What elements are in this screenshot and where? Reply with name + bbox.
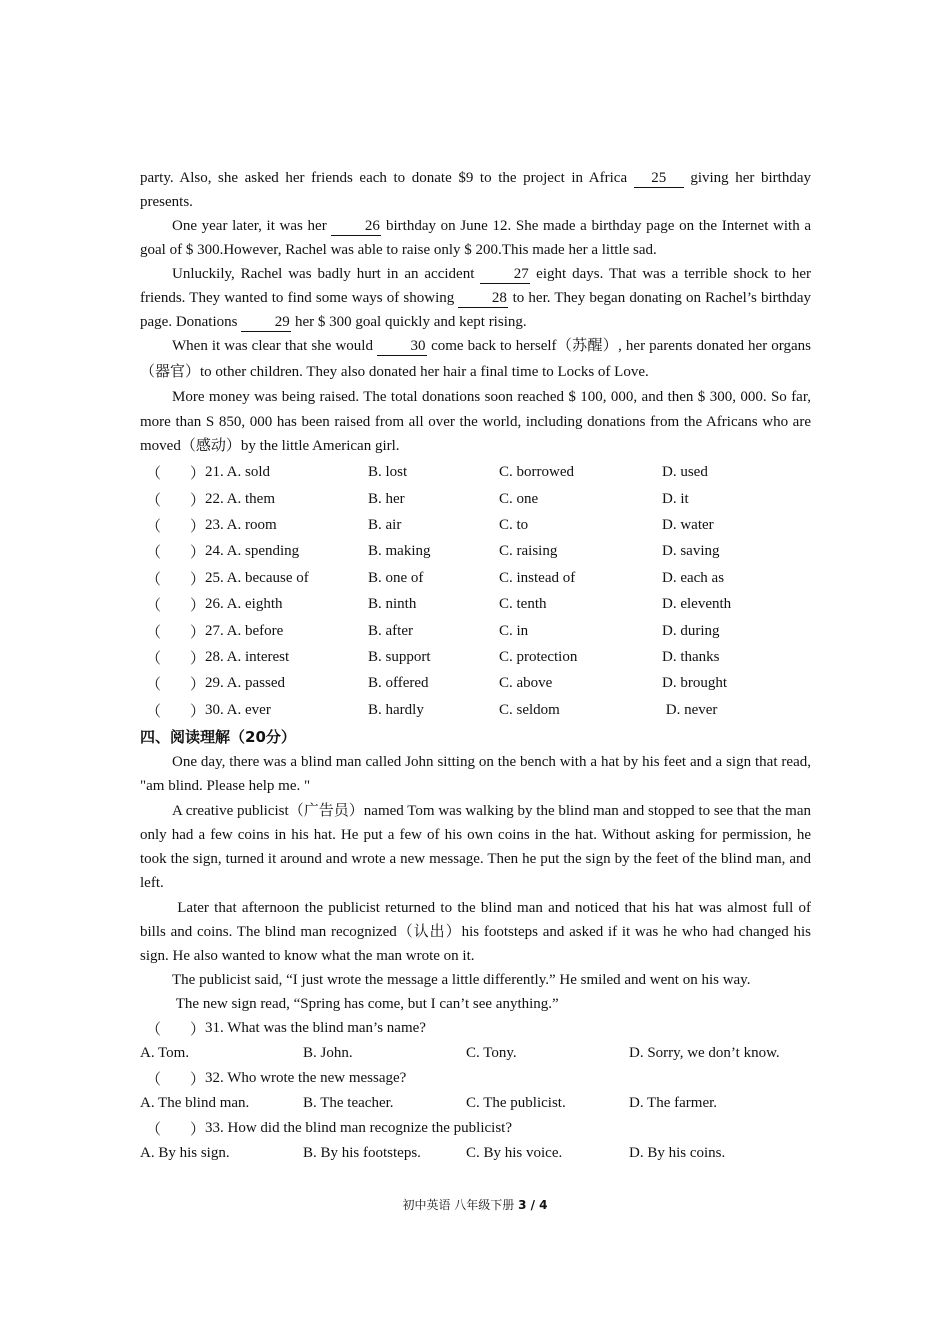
option-row bbox=[140, 486, 811, 512]
blank-30: 30 bbox=[377, 338, 427, 356]
question-line bbox=[140, 1066, 811, 1091]
option-b: B. air bbox=[368, 516, 402, 533]
option-row bbox=[140, 644, 811, 670]
answer-d: D. Sorry, we don’t know. bbox=[629, 1045, 780, 1062]
section-heading: 四、阅读理解（20分） bbox=[140, 728, 296, 747]
reading-paragraph: A creative publicist（广告员）named Tom was walking by the blind man and stopped to see that the man only had a few coins in his hat. He put a few of his own coins in the hat. Without asking for permission, he took the sign, turned it around and wrote a new message. Then he put the sign by the feet of the blind man, and left. bbox=[140, 803, 811, 892]
answer-a: A. Tom. bbox=[140, 1045, 190, 1062]
answer-paren: （ ） bbox=[146, 703, 205, 720]
option-b: B. making bbox=[368, 543, 431, 560]
option-row bbox=[140, 539, 811, 565]
answer-a: A. By his sign. bbox=[140, 1145, 230, 1162]
answer-paren: （ ） bbox=[146, 545, 205, 562]
option-b: B. hardly bbox=[368, 701, 424, 718]
answer-paren: （ ） bbox=[146, 1072, 205, 1089]
question-text: 33. How did the blind man recognize the publicist? bbox=[205, 1120, 513, 1137]
option-d: D. water bbox=[662, 516, 714, 533]
answer-paren: （ ） bbox=[146, 518, 205, 535]
option-row bbox=[140, 618, 811, 644]
option-a: 30. A. ever bbox=[205, 701, 271, 718]
answer-row bbox=[140, 1091, 811, 1116]
answer-row bbox=[140, 1141, 811, 1166]
question-text: 31. What was the blind man’s name? bbox=[205, 1020, 426, 1037]
option-a: 29. A. passed bbox=[205, 675, 285, 692]
reading-paragraph: The new sign read, “Spring has come, but I can’t see anything.” bbox=[172, 996, 559, 1013]
option-c: C. tenth bbox=[499, 596, 547, 613]
option-d: D. each as bbox=[662, 569, 725, 586]
option-d: D. during bbox=[662, 622, 720, 639]
option-d: D. saving bbox=[662, 543, 720, 560]
option-d: D. brought bbox=[662, 675, 727, 692]
option-a: 28. A. interest bbox=[205, 648, 290, 665]
question-line bbox=[140, 1116, 811, 1141]
option-b: B. after bbox=[368, 622, 413, 639]
passage-paragraph: When it was clear that she would 30 come back to herself（苏醒）, her parents donated her organs（器官）to other children. They also donated her hair a final time to Locks of Love. bbox=[140, 338, 811, 380]
page-content bbox=[140, 166, 815, 1166]
answer-a: A. The blind man. bbox=[140, 1095, 250, 1112]
option-row bbox=[140, 512, 811, 538]
passage-paragraph: One year later, it was her 26 birthday on June 12. She made a birthday page on the Internet with a goal of $ 300.However, Rachel was able to raise only $ 200.This made her a little sad. bbox=[140, 218, 812, 258]
answer-d: D. The farmer. bbox=[629, 1095, 718, 1112]
question-31 bbox=[140, 1016, 811, 1066]
option-a: 23. A. room bbox=[205, 516, 277, 533]
option-row bbox=[140, 697, 811, 723]
option-b: B. her bbox=[368, 490, 405, 507]
option-c: C. borrowed bbox=[499, 464, 574, 481]
answer-c: C. The publicist. bbox=[466, 1095, 566, 1112]
reading-paragraph: The publicist said, “I just wrote the message a little differently.” He smiled and went on his way. bbox=[172, 972, 751, 989]
option-b: B. ninth bbox=[368, 596, 417, 613]
blank-29: 29 bbox=[241, 314, 291, 332]
option-c: C. one bbox=[499, 490, 539, 507]
blank-25: 25 bbox=[634, 170, 684, 188]
option-row bbox=[140, 565, 811, 591]
question-text: 32. Who wrote the new message? bbox=[205, 1070, 407, 1087]
answer-paren: （ ） bbox=[146, 1022, 205, 1039]
option-c: C. instead of bbox=[499, 569, 576, 586]
footer-subject: 初中英语 八年级下册 bbox=[402, 1198, 519, 1212]
blank-26: 26 bbox=[331, 218, 381, 236]
question-33 bbox=[140, 1116, 811, 1166]
option-c: C. raising bbox=[499, 543, 558, 560]
passage-paragraph: More money was being raised. The total donations soon reached $ 100, 000, and then $ 300, 000. So far, more than S 850, 000 has been raised from all over the world, including donations from the Africans who are moved（感动）by the little American girl. bbox=[140, 389, 811, 454]
answer-paren: （ ） bbox=[146, 677, 205, 694]
option-a: 26. A. eighth bbox=[205, 596, 283, 613]
option-b: B. support bbox=[368, 648, 431, 665]
answer-b: B. By his footsteps. bbox=[303, 1145, 421, 1162]
page-footer bbox=[0, 1196, 950, 1213]
option-a: 25. A. because of bbox=[205, 569, 309, 586]
option-c: C. protection bbox=[499, 648, 578, 665]
question-32 bbox=[140, 1066, 811, 1116]
answer-paren: （ ） bbox=[146, 571, 205, 588]
answer-row bbox=[140, 1041, 811, 1066]
option-c: C. to bbox=[499, 516, 529, 533]
answer-b: B. John. bbox=[303, 1045, 353, 1062]
answer-c: C. Tony. bbox=[466, 1045, 517, 1062]
option-row bbox=[140, 671, 811, 697]
answer-paren: （ ） bbox=[146, 650, 205, 667]
blank-27: 27 bbox=[480, 266, 530, 284]
reading-paragraph: Later that afternoon the publicist returned to the blind man and noticed that his hat was almost full of bills and coins. The blind man recognized（认出）his footsteps and asked if it was he who had changed his sign. He also wanted to know what the man wrote on it. bbox=[140, 900, 815, 965]
answer-paren: （ ） bbox=[146, 624, 205, 641]
passage-paragraph: party. Also, she asked her friends each to donate $9 to the project in Africa 25 giving her birthday presents. bbox=[140, 170, 811, 210]
answer-d: D. By his coins. bbox=[629, 1145, 726, 1162]
option-row bbox=[140, 591, 811, 617]
option-a: 21. A. sold bbox=[205, 464, 271, 481]
option-d: D. never bbox=[662, 701, 718, 718]
reading-paragraph: One day, there was a blind man called John sitting on the bench with a hat by his feet and a sign that read, "am blind. Please help me. " bbox=[140, 754, 811, 795]
answer-paren: （ ） bbox=[146, 466, 205, 483]
passage-paragraph: Unluckily, Rachel was badly hurt in an accident 27 eight days. That was a terrible shock to her friends. They wanted to find some ways of showing 28 to her. They began donating on Rachel’s birthday page. Donations 29 her $ 300 goal quickly and kept rising. bbox=[140, 266, 811, 330]
option-b: B. offered bbox=[368, 675, 429, 692]
option-b: B. lost bbox=[368, 464, 408, 481]
option-a: 24. A. spending bbox=[205, 543, 300, 560]
option-d: D. it bbox=[662, 490, 689, 507]
question-line bbox=[140, 1016, 811, 1041]
option-c: C. above bbox=[499, 675, 553, 692]
option-a: 27. A. before bbox=[205, 622, 284, 639]
answer-b: B. The teacher. bbox=[303, 1095, 394, 1112]
option-c: C. seldom bbox=[499, 701, 560, 718]
option-d: D. used bbox=[662, 464, 708, 481]
blank-28: 28 bbox=[458, 290, 508, 308]
cloze-options bbox=[140, 460, 811, 724]
answer-paren: （ ） bbox=[146, 492, 205, 509]
option-b: B. one of bbox=[368, 569, 424, 586]
answer-paren: （ ） bbox=[146, 1122, 205, 1139]
page-number: 3 / 4 bbox=[518, 1198, 548, 1212]
answer-c: C. By his voice. bbox=[466, 1145, 563, 1162]
option-c: C. in bbox=[499, 622, 529, 639]
option-row bbox=[140, 460, 811, 486]
option-a: 22. A. them bbox=[205, 490, 275, 507]
option-d: D. thanks bbox=[662, 648, 720, 665]
answer-paren: （ ） bbox=[146, 598, 205, 615]
option-d: D. eleventh bbox=[662, 596, 732, 613]
